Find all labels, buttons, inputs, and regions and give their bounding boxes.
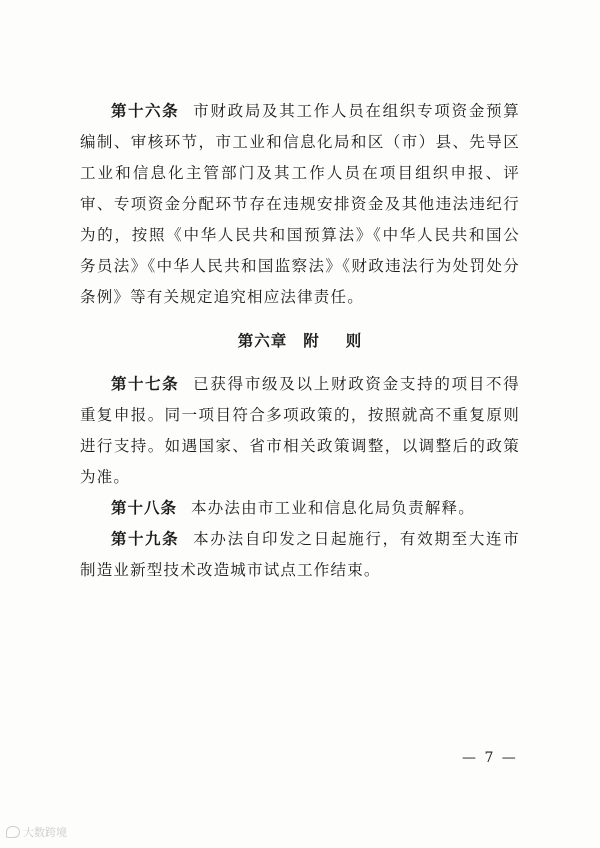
article-17 [80,369,520,493]
article-text: 已获得市级及以上财政资金支持的项目不得重复申报。同一项目符合多项政策的，按照就高不重复原则进行支持。如遇国家、省市相关政策调整，以调整后的政策为准。 [80,375,520,486]
watermark [6,824,67,840]
article-label: 第十八条 [111,499,178,517]
article-text: 市财政局及其工作人员在组织专项资金预算编制、审核环节，市工业和信息化局和区（市）县、先导区工业和信息化主管部门及其工作人员在项目组织申报、评审、专项资金分配环节存在违规安排资金及其他违法违纪行为的，按照《中华人民共和国预算法》《中华人民共和国公务员法》《中华人民共和国监察法》《财政违法行为处罚处分条例》等有关规定追究相应法律责任。 [80,102,520,306]
speech-bubble-icon [6,826,20,838]
article-label: 第十六条 [111,102,180,120]
page-number: — 7 — [462,750,518,766]
article-16 [80,96,520,313]
document-body [80,96,520,586]
chapter-number: 第六章 [237,332,288,350]
chapter-title-part-2: 则 [345,332,363,350]
chapter-title-part-1: 附 [303,332,320,350]
article-label: 第十九条 [111,530,180,548]
chapter-heading [80,326,520,357]
watermark-text: 大数跨境 [23,826,67,839]
article-text: 本办法自印发之日起施行，有效期至大连市制造业新型技术改造城市试点工作结束。 [80,530,520,579]
article-label: 第十七条 [111,375,180,393]
article-text: 本办法由市工业和信息化局负责解释。 [191,499,475,517]
article-19 [80,524,520,586]
article-18 [80,493,520,524]
